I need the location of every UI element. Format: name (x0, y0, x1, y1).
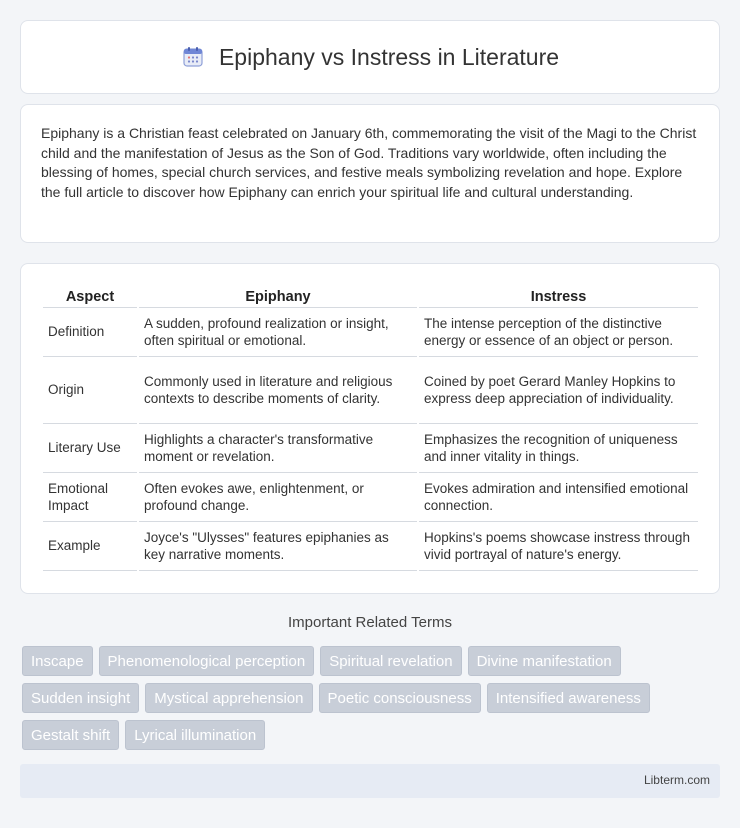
tag-inscape[interactable]: Inscape (22, 646, 93, 676)
instress-cell: Hopkins's poems showcase instress through vivid portrayal of nature's energy. (419, 522, 698, 571)
tag-intensified-awareness[interactable]: Intensified awareness (487, 683, 650, 713)
aspect-cell: Origin (43, 357, 137, 424)
epiphany-cell: A sudden, profound realization or insight, often spiritual or emotional. (139, 308, 417, 357)
calendar-icon (181, 45, 205, 69)
table-row (43, 424, 698, 473)
table-header-row (43, 284, 698, 308)
epiphany-cell: Highlights a character's transformative moment or revelation. (139, 424, 417, 473)
comparison-table (41, 284, 700, 571)
footer (20, 764, 720, 798)
epiphany-cell: Often evokes awe, enlightenment, or profound change. (139, 473, 417, 522)
instress-cell: Evokes admiration and intensified emotional connection. (419, 473, 698, 522)
header-instress: Instress (419, 284, 698, 308)
table-row (43, 522, 698, 571)
tag-phenomenological-perception[interactable]: Phenomenological perception (99, 646, 315, 676)
aspect-cell: Literary Use (43, 424, 137, 473)
tag-sudden-insight[interactable]: Sudden insight (22, 683, 139, 713)
tag-poetic-consciousness[interactable]: Poetic consciousness (319, 683, 481, 713)
intro-card (20, 104, 720, 243)
tag-lyrical-illumination[interactable]: Lyrical illumination (125, 720, 265, 750)
aspect-cell: Emotional Impact (43, 473, 137, 522)
tag-gestalt-shift[interactable]: Gestalt shift (22, 720, 119, 750)
table-row (43, 308, 698, 357)
comparison-card (20, 263, 720, 594)
tag-divine-manifestation[interactable]: Divine manifestation (468, 646, 621, 676)
header-epiphany: Epiphany (139, 284, 417, 308)
title-card (20, 20, 720, 94)
tag-mystical-apprehension[interactable]: Mystical apprehension (145, 683, 312, 713)
footer-site-link[interactable]: Libterm.com (643, 773, 710, 787)
table-row (43, 357, 698, 424)
aspect-cell: Example (43, 522, 137, 571)
intro-text: Epiphany is a Christian feast celebrated on January 6th, commemorating the visit of the Magi to the Christ child and the manifestation of Jesus as the Son of God. Traditions vary worldwide, often including the blessing of homes, special church services, and festive meals symbolizing revelation and hope. Explore the full article to discover how Epiphany can enrich your spiritual life and cultural understanding. (41, 125, 697, 200)
instress-cell: Emphasizes the recognition of uniqueness and inner vitality in things. (419, 424, 698, 473)
tag-spiritual-revelation[interactable]: Spiritual revelation (320, 646, 461, 676)
header-aspect: Aspect (43, 284, 137, 308)
related-terms-list (22, 646, 722, 750)
page-title: Epiphany vs Instress in Literature (218, 43, 560, 70)
instress-cell: The intense perception of the distinctive energy or essence of an object or person. (419, 308, 698, 357)
related-terms-title: Important Related Terms (288, 614, 452, 631)
epiphany-cell: Joyce's "Ulysses" features epiphanies as key narrative moments. (139, 522, 417, 571)
epiphany-cell: Commonly used in literature and religious contexts to describe moments of clarity. (139, 357, 417, 424)
table-row (43, 473, 698, 522)
aspect-cell: Definition (43, 308, 137, 357)
instress-cell: Coined by poet Gerard Manley Hopkins to express deep appreciation of individuality. (419, 357, 698, 424)
